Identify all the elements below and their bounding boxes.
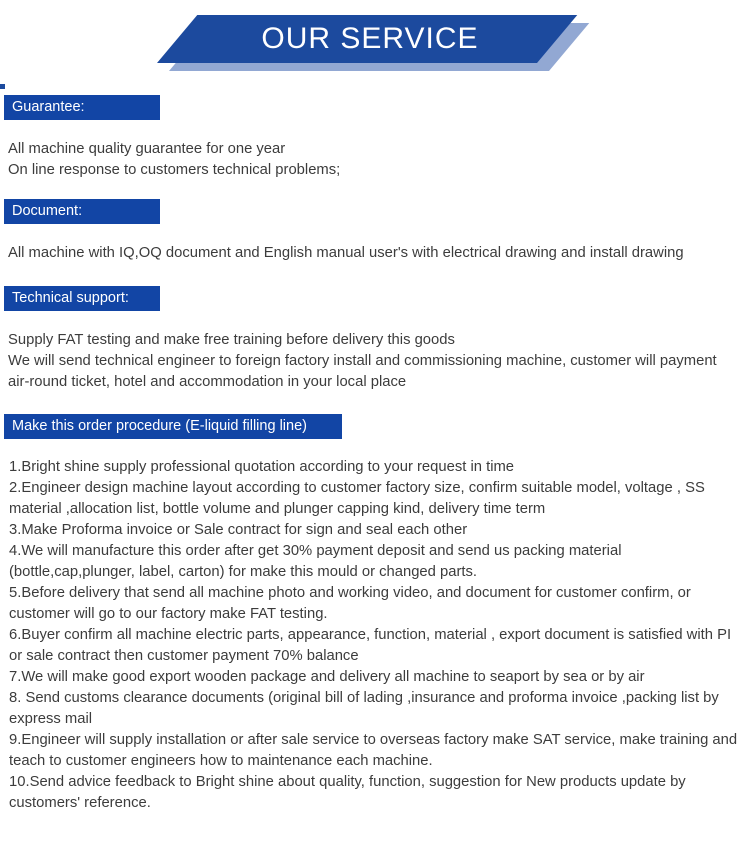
order-step-9: 9.Engineer will supply installation or after sale service to overseas factory make SAT service, make training and teach to customer engineers how to maintenance each machine. [9, 732, 738, 769]
order-step-6: 6.Buyer confirm all machine electric parts, appearance, function, material , export document is satisfied with PI or sale contract then customer payment 70% balance [9, 627, 732, 664]
section-technical-support [0, 286, 750, 393]
technical-support-line-3: air-round ticket, hotel and accommodation in your local place [8, 374, 407, 390]
document-line-1: All machine with IQ,OQ document and English manual user's with electrical drawing and install drawing [8, 245, 684, 261]
section-guarantee [0, 95, 750, 181]
service-content [0, 95, 750, 814]
technical-support-line-1: Supply FAT testing and make free training before delivery this goods [8, 332, 455, 348]
technical-support-text [0, 330, 750, 393]
order-step-4: 4.We will manufacture this order after get 30% payment deposit and send us packing material (bottle,cap,plunger, label, carton) for make this mould or changed parts. [9, 543, 622, 580]
order-step-1: 1.Bright shine supply professional quotation according to your request in time [9, 459, 515, 475]
service-banner [0, 0, 750, 95]
section-document [0, 199, 750, 264]
document-label: Document: [4, 199, 160, 224]
order-procedure-label: Make this order procedure (E-liquid filling line) [4, 414, 342, 439]
guarantee-text [0, 139, 750, 181]
order-step-10: 10.Send advice feedback to Bright shine about quality, function, suggestion for New products update by customers' reference. [9, 774, 686, 811]
technical-support-line-2: We will send technical engineer to foreign factory install and commissioning machine, customer will payment [8, 353, 717, 369]
section-order-procedure [0, 414, 750, 814]
guarantee-line-2: On line response to customers technical problems; [8, 162, 341, 178]
order-step-2: 2.Engineer design machine layout according to customer factory size, confirm suitable model, voltage , SS material ,allocation list, bottle volume and plunger capping kind, delivery time term [9, 480, 705, 517]
order-step-5: 5.Before delivery that send all machine photo and working video, and document for customer confirm, or customer will go to our factory make FAT testing. [9, 585, 691, 622]
document-text [0, 243, 750, 264]
order-step-7: 7.We will make good export wooden package and delivery all machine to seaport by sea or by air [9, 669, 645, 685]
order-step-8: 8. Send customs clearance documents (original bill of lading ,insurance and proforma invoice ,packing list by express mail [9, 690, 719, 727]
order-step-3: 3.Make Proforma invoice or Sale contract for sign and seal each other [9, 522, 468, 538]
left-edge-mark [0, 84, 5, 89]
guarantee-line-1: All machine quality guarantee for one year [8, 141, 286, 157]
technical-support-label: Technical support: [4, 286, 160, 311]
order-procedure-list [0, 457, 750, 814]
page-title: OUR SERVICE [261, 22, 479, 55]
guarantee-label: Guarantee: [4, 95, 160, 120]
